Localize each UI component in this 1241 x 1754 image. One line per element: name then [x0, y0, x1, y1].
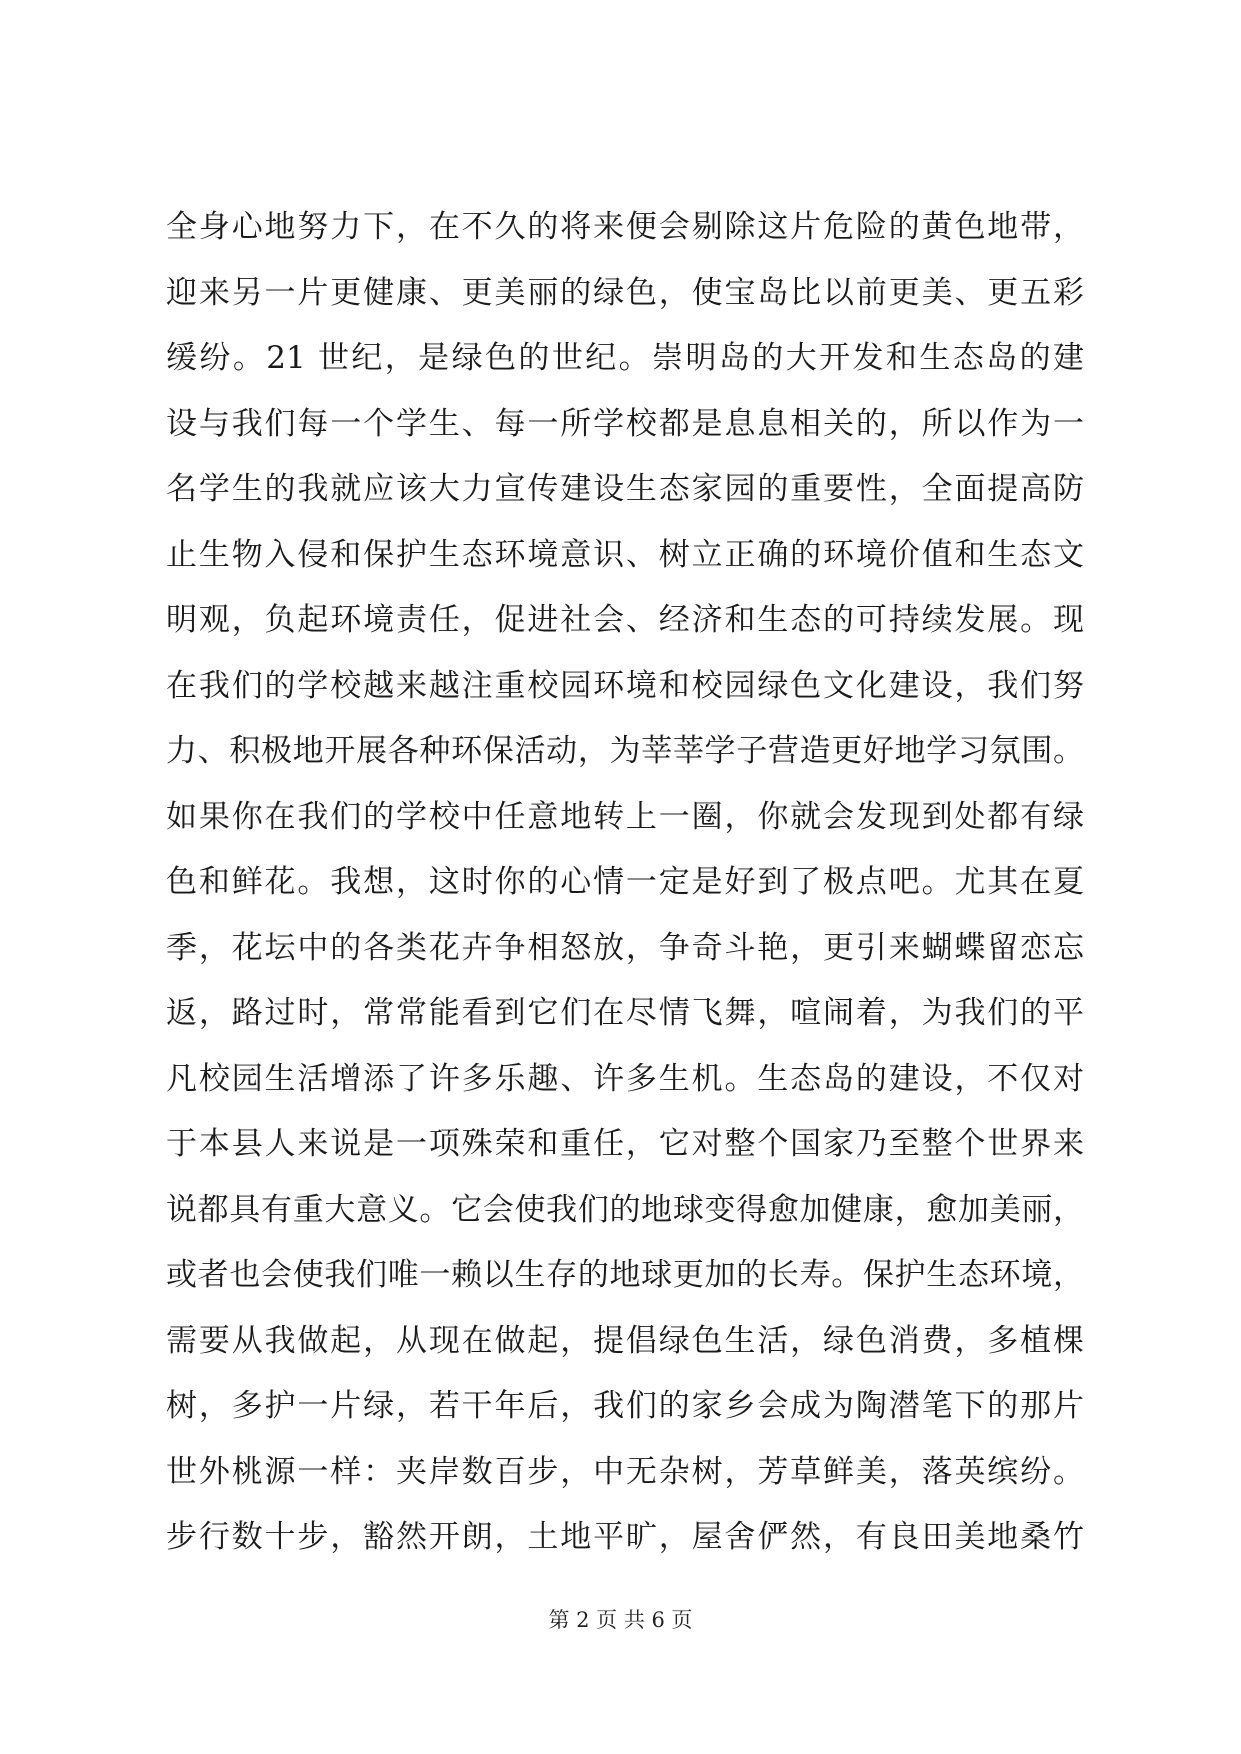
text-line: 季，花坛中的各类花卉争相怒放，争奇斗艳，更引来蝴蝶留恋忘	[166, 929, 1084, 966]
text-line: 步行数十步，豁然开朗，土地平旷，屋舍俨然，有良田美地桑竹	[166, 1519, 1084, 1555]
text-line: 止生物入侵和保护生态环境意识、树立正确的环境价值和生态文	[166, 536, 1084, 573]
text-line: 说都具有重大意义。它会使我们的地球变得愈加健康，愈加美丽，	[166, 1191, 1084, 1228]
text-line: 如果你在我们的学校中任意地转上一圈，你就会发现到处都有绿	[166, 798, 1084, 835]
text-line: 于本县人来说是一项殊荣和重任，它对整个国家乃至整个世界来	[166, 1126, 1084, 1162]
text-line: 缓纷。21 世纪，是绿色的世纪。崇明岛的大开发和生态岛的建	[166, 340, 1084, 376]
body-text	[166, 195, 1084, 1571]
text-line: 设与我们每一个学生、每一所学校都是息息相关的，所以作为一	[166, 405, 1084, 442]
text-line: 凡校园生活增添了许多乐趣、许多生机。生态岛的建设，不仅对	[166, 1060, 1084, 1097]
text-line: 需要从我做起，从现在做起，提倡绿色生活，绿色消费，多植棵	[166, 1322, 1084, 1359]
text-line: 返，路过时，常常能看到它们在尽情飞舞，喧闹着，为我们的平	[166, 995, 1084, 1031]
text-line: 树，多护一片绿，若干年后，我们的家乡会成为陶潜笔下的那片	[166, 1388, 1084, 1424]
page-number-footer: 第 2 页 共 6 页	[548, 1608, 693, 1632]
text-line: 明观，负起环境责任，促进社会、经济和生态的可持续发展。现	[166, 602, 1084, 638]
text-line: 在我们的学校越来越注重校园环境和校园绿色文化建设，我们努	[166, 667, 1084, 704]
text-line: 迎来另一片更健康、更美丽的绿色，使宝岛比以前更美、更五彩	[166, 274, 1084, 311]
text-line: 名学生的我就应该大力宣传建设生态家园的重要性，全面提高防	[166, 471, 1084, 507]
text-line: 世外桃源一样：夹岸数百步，中无杂树，芳草鲜美，落英缤纷。	[166, 1453, 1084, 1490]
text-line: 力、积极地开展各种环保活动，为莘莘学子营造更好地学习氛围。	[166, 733, 1084, 769]
text-line: 或者也会使我们唯一赖以生存的地球更加的长寿。保护生态环境，	[166, 1257, 1084, 1293]
text-line: 色和鲜花。我想，这时你的心情一定是好到了极点吧。尤其在夏	[166, 864, 1084, 900]
text-line: 全身心地努力下，在不久的将来便会剔除这片危险的黄色地带，	[166, 209, 1084, 245]
